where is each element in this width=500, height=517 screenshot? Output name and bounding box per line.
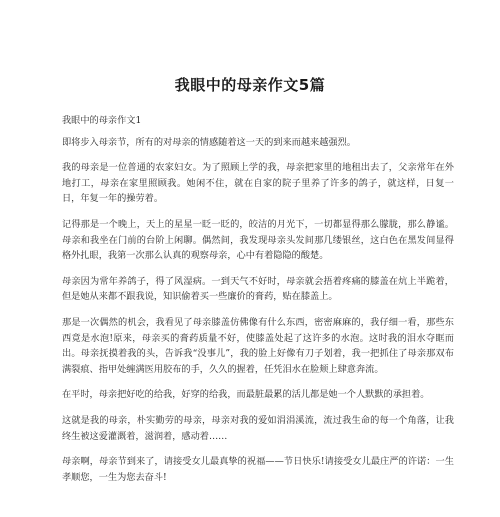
document-title: 我眼中的母亲作文5篇: [174, 76, 326, 94]
paragraph-8: 母亲啊，母亲节到来了，请接受女儿最真挚的祝福——节日快乐!请接受女儿最庄严的许诺：一生孝顺您，一生为您去奋斗!: [62, 456, 454, 483]
document-body: [62, 113, 454, 495]
paragraph-4: 母亲因为常年养鸽子，得了风湿病。一到天气不好时，母亲就会捂着疼痛的膝盖在炕上半跪着，但是她从来都不跟我说，知识偷着买一些廉价的膏药，贴在膝盖上。: [62, 275, 454, 303]
paragraph-5: 那是一次偶然的机会，我看见了母亲膝盖仿佛像有什么东西，密密麻麻的，我仔细一看，那些东西竟是水泡!原来，母亲买的膏药质量不好，使膝盖处起了这许多的水泡。这时我的泪水夺眶而出。母亲抚摸着我的头，告诉我“没事儿”，我的脸上好像有刀子划着，我一把抓住了母亲那双布满裂痕、指甲处缠满医用胶布的手，久久的握着，任凭泪水在脸颊上肆意奔流。: [62, 316, 454, 375]
paragraph-7: 这就是我的母亲，朴实勤劳的母亲，母亲对我的爱如涓涓溪流，流过我生命的每一个角落，让我终生被这爱灌溉着，滋润着，感动着……: [62, 414, 454, 442]
paragraph-1: 即将步入母亲节，所有的对母亲的情感随着这一天的到来而越来越强烈。: [62, 136, 356, 148]
paragraph-6: 在平时，母亲把好吃的给我，好穿的给我，而最脏最累的活儿都是她一个人默默的承担着。: [62, 389, 430, 401]
essay-subheading: 我眼中的母亲作文1: [62, 115, 142, 126]
paragraph-2: 我的母亲是一位普通的农家妇女。为了照顾上学的我，母亲把家里的地租出去了，父亲常年在外地打工，母亲在家里照顾我。她闲不住，就在自家的院子里养了许多的鸽子，就这样，日复一日，年复一年的操劳着。: [62, 162, 454, 205]
paragraph-3: 记得那是一个晚上，天上的星星一眨一眨的，皎洁的月光下，一切都显得那么朦胧，那么静谧。母亲和我坐在门前的台阶上闲聊。偶然间，我发现母亲头发间那几缕银丝，这白色在黑发间显得格外扎眼，我第一次那么认真的观察母亲，心中有着隐隐的酸楚。: [62, 218, 454, 262]
